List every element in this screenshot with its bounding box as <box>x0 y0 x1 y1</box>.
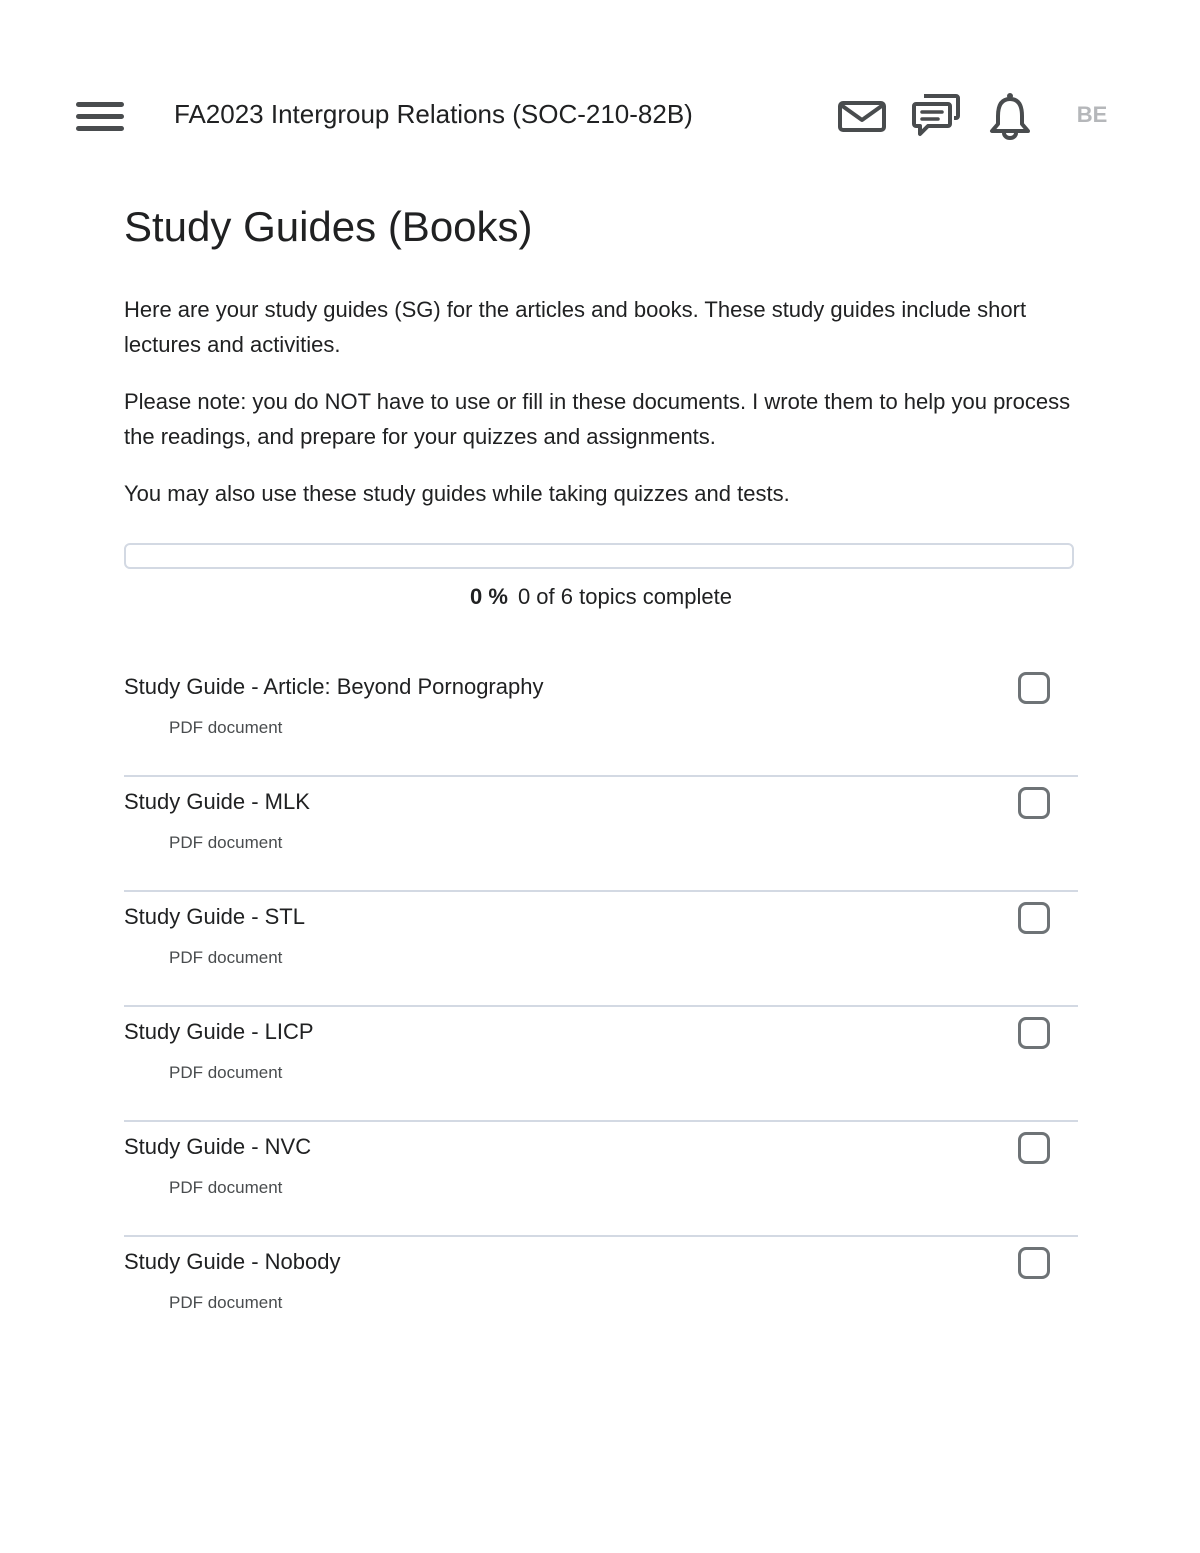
topic-title-link[interactable]: Study Guide - Nobody <box>124 1249 341 1274</box>
avatar[interactable]: BE <box>1076 102 1108 127</box>
topic-item <box>124 1237 1078 1352</box>
topic-item <box>124 892 1078 1007</box>
hamburger-menu-icon[interactable] <box>76 99 126 135</box>
progress-percent: 0 % <box>470 584 508 609</box>
mail-icon[interactable] <box>836 90 888 142</box>
topic-title-link[interactable]: Study Guide - STL <box>124 904 305 929</box>
description-paragraph: Here are your study guides (SG) for the articles and books. These study guides include short lectures and activities. <box>124 297 1027 357</box>
topic-item <box>124 1122 1078 1237</box>
module-description <box>124 292 1078 511</box>
progress-bar <box>124 543 1074 569</box>
topic-type-label: PDF document <box>169 1293 283 1312</box>
main-content <box>124 196 1078 1312</box>
topic-type-label: PDF document <box>169 1063 283 1082</box>
topic-title-link[interactable]: Study Guide - Article: Beyond Pornography <box>124 674 544 699</box>
topic-item <box>124 1007 1078 1122</box>
topic-type-label: PDF document <box>169 718 283 737</box>
description-paragraph: You may also use these study guides while taking quizzes and tests. <box>124 481 790 506</box>
chat-icon[interactable] <box>910 90 962 142</box>
topic-title-link[interactable]: Study Guide - NVC <box>124 1134 312 1159</box>
completion-checkbox[interactable] <box>1018 1132 1050 1164</box>
completion-checkbox[interactable] <box>1018 902 1050 934</box>
progress-count: 0 of 6 topics complete <box>517 584 732 609</box>
page-title: Study Guides (Books) <box>124 203 533 250</box>
completion-checkbox[interactable] <box>1018 1017 1050 1049</box>
topic-title-link[interactable]: Study Guide - MLK <box>124 789 310 814</box>
topic-list <box>124 662 1078 1352</box>
bell-icon[interactable] <box>984 90 1036 142</box>
topic-item <box>124 777 1078 892</box>
topic-type-label: PDF document <box>169 1178 283 1197</box>
topic-title-link[interactable]: Study Guide - LICP <box>124 1019 314 1044</box>
topic-type-label: PDF document <box>169 833 283 852</box>
completion-checkbox[interactable] <box>1018 787 1050 819</box>
completion-checkbox[interactable] <box>1018 672 1050 704</box>
description-paragraph: Please note: you do NOT have to use or fill in these documents. I wrote them to help you process the readings, and prepare for your quizzes and assignments. <box>124 389 1071 449</box>
topic-type-label: PDF document <box>169 948 283 967</box>
progress-summary <box>124 579 1078 615</box>
top-navigation-bar <box>0 0 1200 200</box>
completion-checkbox[interactable] <box>1018 1247 1050 1279</box>
topic-item <box>124 662 1078 777</box>
course-title[interactable]: FA2023 Intergroup Relations (SOC-210-82B) <box>174 99 693 129</box>
